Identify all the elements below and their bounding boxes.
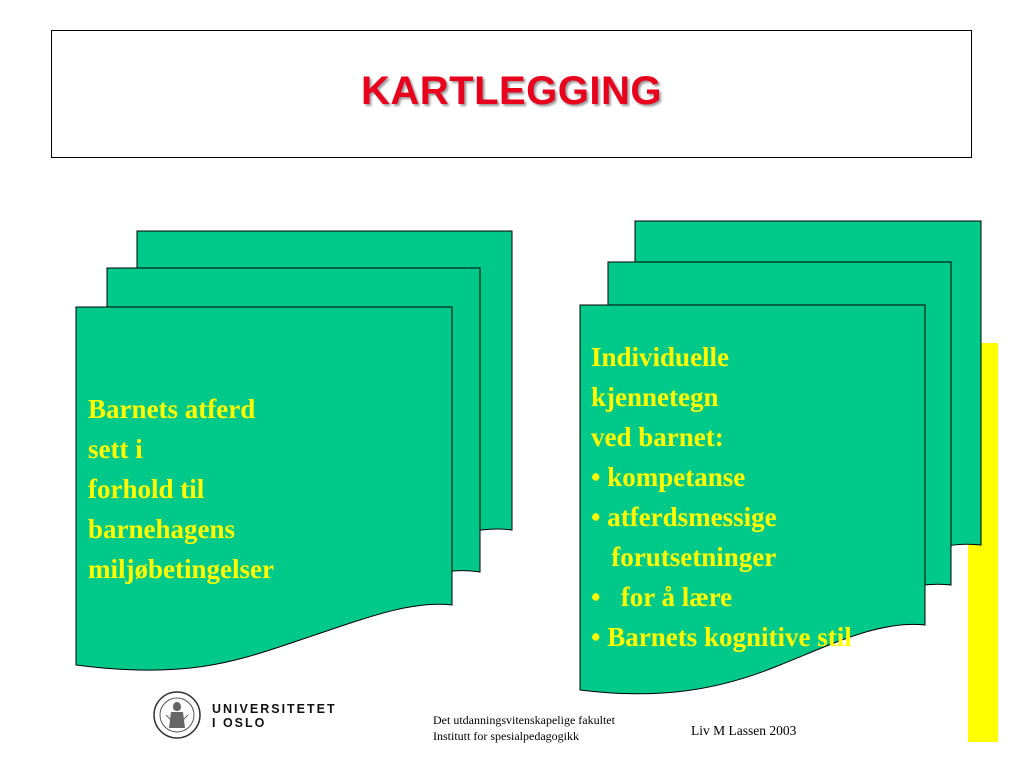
right-doc-line: • atferdsmessige — [591, 502, 777, 532]
right-doc-line: • for å lære — [591, 582, 733, 612]
left-doc-line: miljøbetingelser — [88, 554, 274, 584]
footer-faculty-block — [433, 712, 615, 744]
faculty-name: Det utdanningsvitenskapelige fakultet — [433, 713, 615, 727]
left-doc-line: Barnets atferd — [88, 394, 256, 424]
footer-author: Liv M Lassen 2003 — [691, 723, 797, 738]
right-doc-line: • kompetanse — [591, 462, 746, 492]
right-doc-line: kjennetegn — [591, 382, 719, 412]
left-doc-line: sett i — [88, 434, 143, 464]
university-seal-icon — [152, 690, 202, 740]
university-line-1: UNIVERSITETET — [212, 702, 337, 716]
university-name — [212, 702, 337, 730]
left-doc-line: barnehagens — [88, 514, 236, 544]
slide-title: KARTLEGGING — [360, 69, 663, 113]
left-doc-text — [88, 389, 274, 589]
right-doc-line: forutsetninger — [591, 542, 777, 572]
right-doc-line: • Barnets kognitive stil — [591, 622, 852, 652]
institute-name: Institutt for spesialpedagogikk — [433, 729, 579, 743]
right-doc-line: Individuelle — [591, 342, 730, 372]
right-doc-text — [591, 337, 852, 657]
left-doc-line: forhold til — [88, 474, 205, 504]
university-line-2: I OSLO — [212, 716, 267, 730]
right-doc-line: ved barnet: — [591, 422, 724, 452]
